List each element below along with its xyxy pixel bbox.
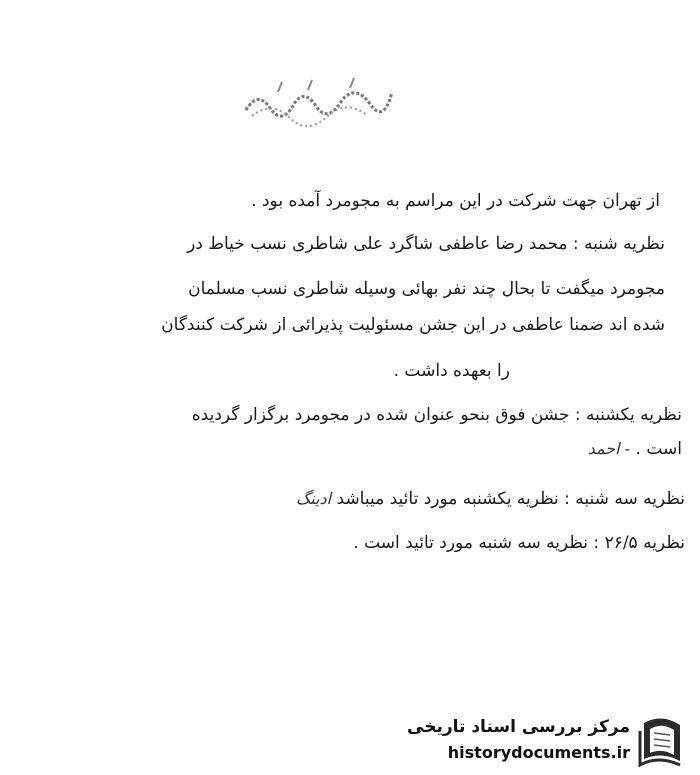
document-line-8-text: نظریه سه شنبه : نظریه یکشنبه مورد تائید میباشد <box>336 489 685 509</box>
document-line-6: نظریه یکشنبه : جشن فوق بنحو عنوان شده در مجومرد برگزار گردیده <box>191 405 682 425</box>
book-logo-icon <box>634 711 692 769</box>
document-line-7 <box>588 438 682 460</box>
stamp-mark <box>238 70 398 128</box>
watermark-footer <box>390 707 700 775</box>
document-line-4: شده اند ضمنا عاطفی در این جشن مسئولیت پذیرائی از شرکت کنندگان <box>161 315 665 335</box>
document-line-5: را بعهده داشت . <box>393 361 510 381</box>
document-line-9: نظریه ۲۶/۵ : نظریه سه شنبه مورد تائید است . <box>353 533 685 553</box>
document-line-8 <box>296 488 685 510</box>
document-line-3: مجومرد میگفت تا بحال چند نفر بهائی وسیله شاطری نسب مسلمان <box>188 279 665 299</box>
document-line-2: نظریه شنبه : محمد رضا عاطفی شاگرد علی شاطری نسب خیاط در <box>187 234 665 254</box>
archive-url: historydocuments.ir <box>447 743 630 762</box>
document-line-1: از تهران جهت شرکت در این مراسم به مجومرد آمده بود . <box>251 191 660 211</box>
archive-title: مرکز بررسی اسناد تاریخی <box>407 717 630 737</box>
handwritten-signature: ادینگ <box>295 489 332 508</box>
handwritten-note: - احمد <box>587 439 631 458</box>
document-line-7-text: است . <box>635 439 682 459</box>
